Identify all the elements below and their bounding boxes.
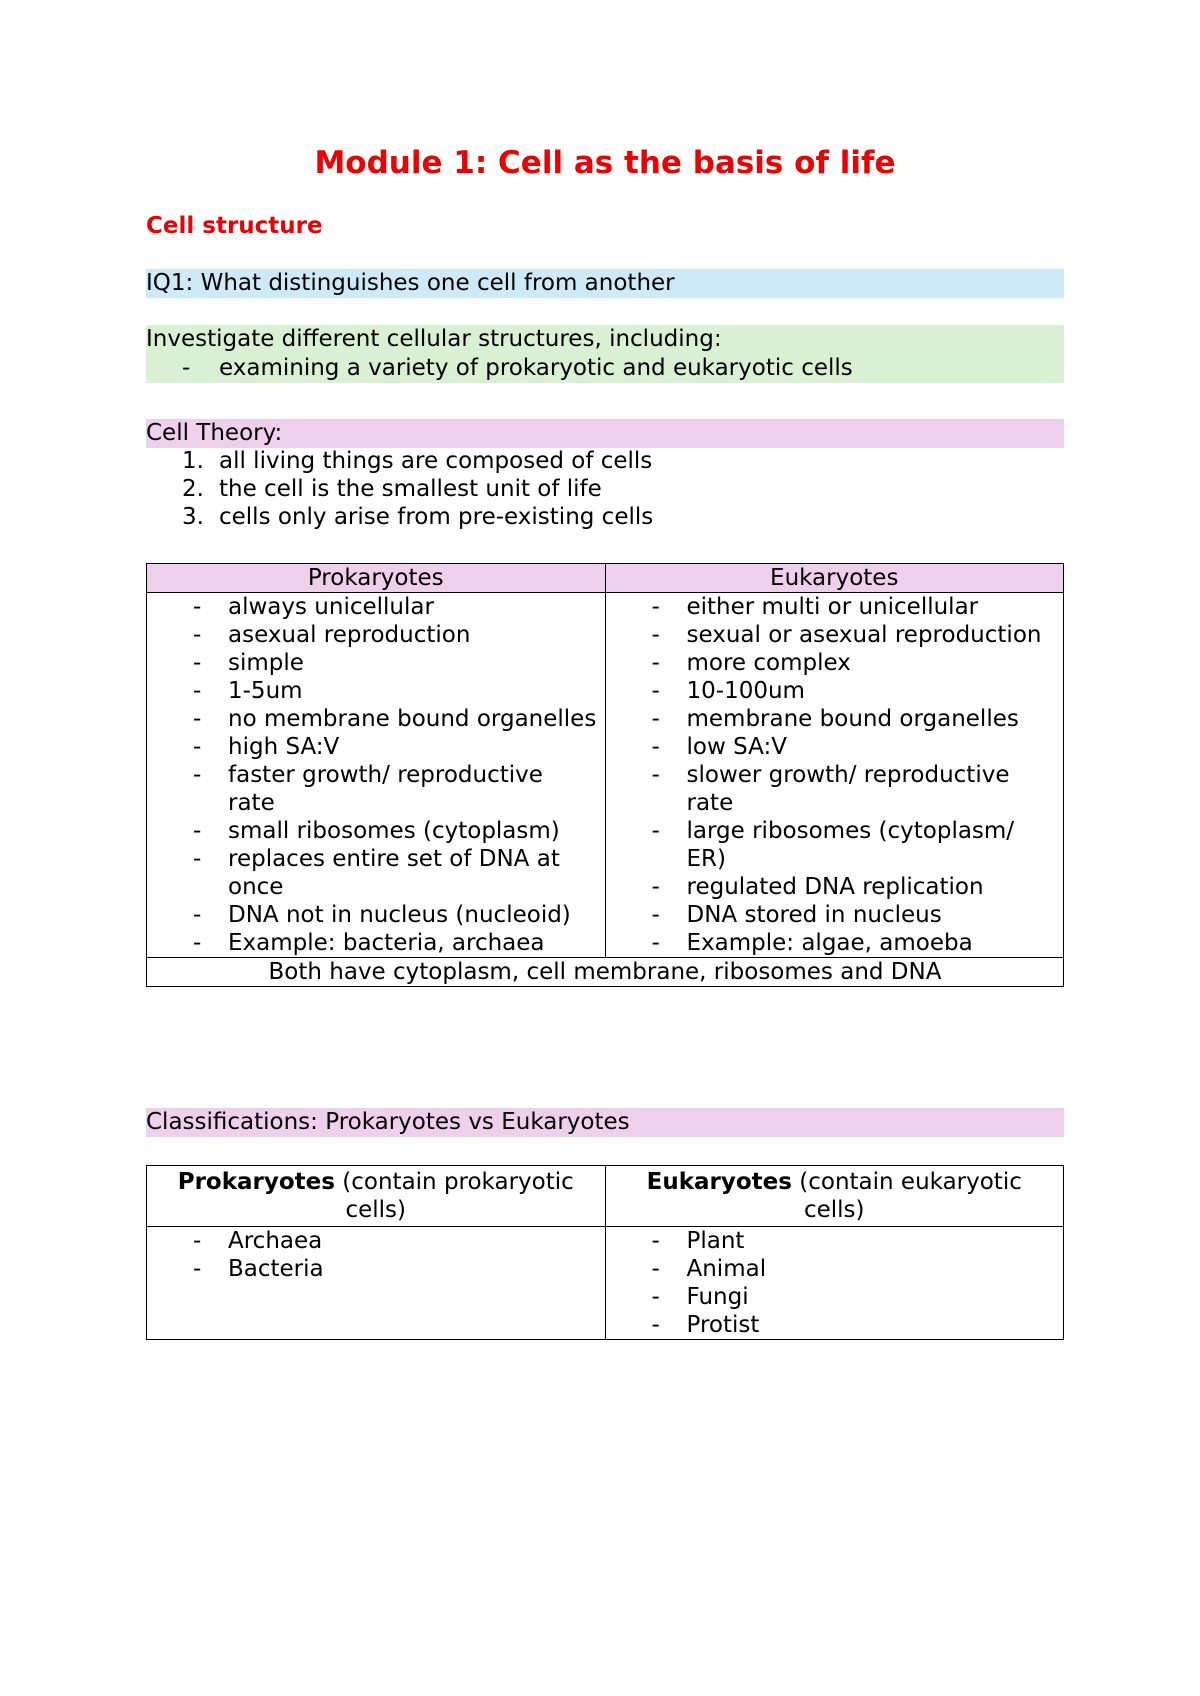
dash-marker: - xyxy=(193,762,202,788)
list-item-text: Fungi xyxy=(686,1284,749,1310)
list-item xyxy=(652,901,1064,929)
list-item-text: regulated DNA replication xyxy=(686,874,984,900)
dash-marker: - xyxy=(651,930,660,956)
list-item xyxy=(652,733,1064,761)
list-item-text: asexual reproduction xyxy=(228,622,471,648)
dash-marker: - xyxy=(651,650,660,676)
list-item xyxy=(652,677,1064,705)
list-item-text: large ribosomes (cytoplasm/ ER) xyxy=(686,818,1015,872)
column-header-prokaryotes: Prokaryotes xyxy=(147,564,606,593)
list-item xyxy=(193,649,605,677)
dash-marker: - xyxy=(651,1228,660,1254)
header-rest: (contain prokaryotic cells) xyxy=(334,1169,574,1223)
list-item-text: replaces entire set of DNA at once xyxy=(228,846,560,900)
list-item xyxy=(652,649,1064,677)
list-item-text: sexual or asexual reproduction xyxy=(686,622,1042,648)
investigate-item-text: examining a variety of prokaryotic and eukaryotic cells xyxy=(219,355,853,381)
list-item xyxy=(193,621,605,649)
dash-marker: - xyxy=(193,818,202,844)
list-item-text: more complex xyxy=(686,650,851,676)
prokaryotes-cell xyxy=(147,1227,606,1340)
dash-marker: - xyxy=(651,818,660,844)
section-heading: Cell structure xyxy=(146,213,323,239)
dash-marker: - xyxy=(193,930,202,956)
prokaryotes-list xyxy=(147,593,605,957)
cell-theory-item xyxy=(146,475,1064,503)
list-item-text: simple xyxy=(228,650,304,676)
dash-marker: - xyxy=(193,1228,202,1254)
list-item-text: no membrane bound organelles xyxy=(228,706,597,732)
list-item-text: DNA stored in nucleus xyxy=(686,902,942,928)
list-item xyxy=(193,1255,605,1283)
investigate-block xyxy=(146,325,1064,383)
dash-marker: - xyxy=(651,622,660,648)
list-item xyxy=(193,677,605,705)
list-item-text: high SA:V xyxy=(228,734,340,760)
cell-theory-item-text: all living things are composed of cells xyxy=(219,448,653,474)
cell-theory-item-text: the cell is the smallest unit of life xyxy=(219,476,602,502)
dash-marker: - xyxy=(651,762,660,788)
investigate-intro: Investigate different cellular structures, including: xyxy=(146,326,722,352)
list-item-text: Animal xyxy=(686,1256,767,1282)
header-bold: Prokaryotes xyxy=(177,1169,335,1195)
list-item xyxy=(652,705,1064,733)
classifications-heading: Classifications: Prokaryotes vs Eukaryotes xyxy=(146,1109,630,1135)
list-number: 1. xyxy=(182,448,204,474)
dash-marker: - xyxy=(193,622,202,648)
header-bold: Eukaryotes xyxy=(646,1169,792,1195)
header-rest: (contain eukaryotic cells) xyxy=(791,1169,1022,1223)
dash-marker: - xyxy=(651,902,660,928)
list-item xyxy=(193,761,605,817)
eukaryotes-cell xyxy=(605,1227,1064,1340)
dash-marker: - xyxy=(651,1312,660,1338)
dash-marker: - xyxy=(193,846,202,872)
list-item xyxy=(193,901,605,929)
list-number: 2. xyxy=(182,476,204,502)
list-item-text: low SA:V xyxy=(686,734,787,760)
prokaryotes-cell xyxy=(147,593,606,958)
list-item xyxy=(652,873,1064,901)
eukaryotes-list xyxy=(606,593,1064,957)
list-item xyxy=(193,817,605,845)
eukaryotes-cell xyxy=(605,593,1064,958)
dash-marker: - xyxy=(193,902,202,928)
list-item xyxy=(652,593,1064,621)
list-item xyxy=(193,1227,605,1255)
cell-theory-heading-block xyxy=(146,419,1064,448)
shared-features-row: Both have cytoplasm, cell membrane, ribosomes and DNA xyxy=(147,958,1064,987)
list-item xyxy=(193,845,605,901)
list-item-text: Protist xyxy=(686,1312,760,1338)
column-header-eukaryotes xyxy=(605,1166,1064,1227)
list-item-text: Plant xyxy=(686,1228,745,1254)
dash-marker: - xyxy=(193,1256,202,1282)
list-item xyxy=(652,1283,1064,1311)
list-item-text: membrane bound organelles xyxy=(686,706,1019,732)
list-item xyxy=(652,929,1064,957)
column-header-prokaryotes xyxy=(147,1166,606,1227)
dash-marker: - xyxy=(193,650,202,676)
dash-marker: - xyxy=(651,678,660,704)
list-item xyxy=(193,705,605,733)
page-title: Module 1: Cell as the basis of life xyxy=(314,145,896,181)
dash-marker: - xyxy=(182,355,191,381)
list-item-text: Example: algae, amoeba xyxy=(686,930,973,956)
cell-theory-item xyxy=(146,503,1064,531)
dash-marker: - xyxy=(651,594,660,620)
inquiry-question xyxy=(146,269,1064,298)
list-number: 3. xyxy=(182,504,204,530)
list-item xyxy=(193,733,605,761)
dash-marker: - xyxy=(651,734,660,760)
list-item xyxy=(193,929,605,957)
list-item xyxy=(652,1255,1064,1283)
eukaryote-groups-list xyxy=(606,1227,1064,1339)
dash-marker: - xyxy=(193,678,202,704)
inquiry-question-text: IQ1: What distinguishes one cell from another xyxy=(146,270,675,296)
cell-theory-item-text: cells only arise from pre-existing cells xyxy=(219,504,654,530)
list-item-text: Example: bacteria, archaea xyxy=(228,930,545,956)
classifications-heading-block xyxy=(146,1108,1064,1137)
list-item-text: 10-100um xyxy=(686,678,805,704)
investigate-item xyxy=(146,354,1064,383)
list-item-text: always unicellular xyxy=(228,594,434,620)
list-item-text: either multi or unicellular xyxy=(686,594,979,620)
list-item xyxy=(652,817,1064,873)
list-item xyxy=(193,593,605,621)
list-item-text: 1-5um xyxy=(228,678,303,704)
list-item-text: small ribosomes (cytoplasm) xyxy=(228,818,560,844)
dash-marker: - xyxy=(193,706,202,732)
dash-marker: - xyxy=(651,874,660,900)
dash-marker: - xyxy=(651,706,660,732)
list-item-text: slower growth/ reproductive rate xyxy=(686,762,1010,816)
list-item-text: Bacteria xyxy=(228,1256,324,1282)
dash-marker: - xyxy=(651,1284,660,1310)
list-item xyxy=(652,761,1064,817)
list-item-text: Archaea xyxy=(228,1228,323,1254)
dash-marker: - xyxy=(651,1256,660,1282)
list-item-text: faster growth/ reproductive rate xyxy=(228,762,543,816)
prokaryote-groups-list xyxy=(147,1227,605,1283)
list-item xyxy=(652,621,1064,649)
list-item xyxy=(652,1227,1064,1255)
dash-marker: - xyxy=(193,734,202,760)
classifications-table xyxy=(146,1165,1064,1340)
comparison-table xyxy=(146,563,1064,987)
column-header-eukaryotes: Eukaryotes xyxy=(605,564,1064,593)
dash-marker: - xyxy=(193,594,202,620)
cell-theory-heading: Cell Theory: xyxy=(146,420,283,446)
list-item-text: DNA not in nucleus (nucleoid) xyxy=(228,902,571,928)
list-item xyxy=(652,1311,1064,1339)
cell-theory-list xyxy=(146,447,1064,531)
cell-theory-item xyxy=(146,447,1064,475)
